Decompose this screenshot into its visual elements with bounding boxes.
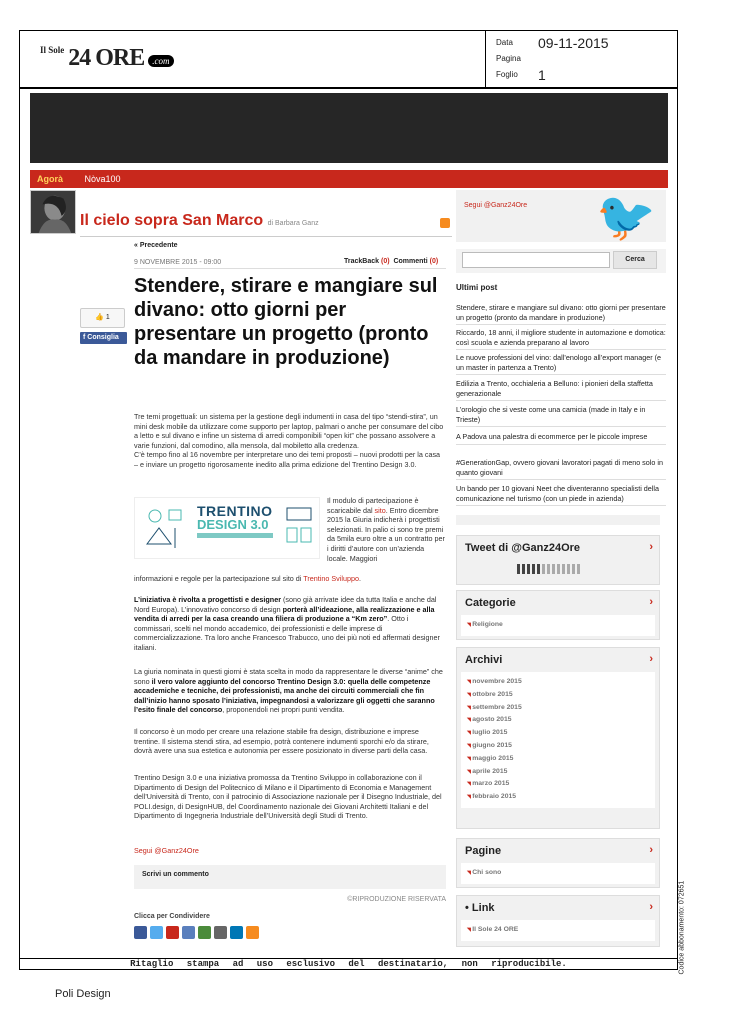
footer-source: Poli Design [55,988,111,1000]
paragraph-4-text-1: (sono già arrivate idee da tutta Italia e anche dal Nord Europa). L’innovativo concorso di design [134,595,437,614]
archive-item[interactable]: ◥ febbraio 2015 [467,791,649,804]
article-paragraph [327,496,445,563]
archive-item[interactable]: ◥ giugno 2015 [467,740,649,753]
archive-item[interactable]: ◥ novembre 2015 [467,676,649,689]
chevron-right-icon: › [649,653,653,665]
article-paragraph [134,412,446,470]
blog-title[interactable] [80,212,319,230]
trackback-count: (0) [380,258,390,265]
latest-post-item[interactable]: Riccardo, 18 anni, il migliore studente in automazione e domotica: così scuola e azienda preparano al lavoro [456,328,666,350]
paragraph-7: Trentino Design 3.0 e una iniziativa promossa da Trentino Sviluppo in collaborazione con il Dipartimento di Design del Politecnico di Milano e il Dipartimento di Economia e Management dell’Università di Trento, con il patrocinio di Associazione nazionale per il Disegno Industriale, del POLI.design, di DesignHUB, del Coordinamento nazionale dei Giovani Architetti Italiani e del Dipartimento di Ingegneria Industriale dell’Università degli Studi di Trento. [134,773,442,821]
search-button[interactable]: Cerca [613,251,657,269]
chevron-right-icon: › [649,596,653,608]
share-bar [134,926,259,939]
search-box [456,249,666,273]
categories-widget-title[interactable] [457,591,659,615]
archive-item[interactable]: ◥ marzo 2015 [467,778,649,791]
paragraph-3b: . Entro dicembre 2015 la Giuria indicherà i progettisti selezionati. In palio ci sono tre premi da 5mila euro oltre a un contratto per i diritti d’autore con un’azienda locale. Maggiori [327,505,445,563]
paragraph-3a: Il modulo di partecipazione è scaricabile dal [327,496,419,515]
meta-label-foglio: Foglio [496,70,518,79]
article-paragraph [134,667,446,715]
meta-value-foglio: 1 [538,67,546,83]
latest-post-item[interactable]: Edilizia a Trento, occhialeria a Belluno: i pionieri della staffetta generazionale [456,379,666,401]
tweets-widget [456,535,660,585]
image-bar [197,533,273,538]
trentino-design-image [134,497,320,559]
pages-widget-title[interactable] [457,839,659,863]
tweets-widget-title[interactable] [457,536,659,560]
logo-com: .com [148,55,173,67]
paragraph-4-bold-1: L’iniziativa è rivolta a progettisti e designer [134,595,281,604]
category-item[interactable]: ◥ Religione [467,619,649,632]
divider [134,268,446,269]
follow-link[interactable]: Segui @Ganz24Ore [134,846,199,855]
rss-share-icon[interactable] [246,926,259,939]
loading-indicator [457,560,659,574]
article-paragraph [134,773,446,821]
latest-post-item[interactable]: A Padova una palestra di ecommerce per le piccole imprese [456,432,666,445]
digg-icon[interactable] [198,926,211,939]
latest-post-item[interactable]: Le nuove professioni del vino: dall’enologo all’export manager (e un master in partenza a Trento) [456,353,666,375]
write-comment-button[interactable]: Scrivi un commento [134,865,446,889]
paragraph-4-bold-2: porterà all’ideazione, alla realizzazione e alla vendita di arredi per la casa creando una filiera di produzione a “Km zero” [134,604,435,624]
chevron-right-icon: › [649,901,653,913]
main-nav [30,170,668,188]
image-title-1: TRENTINO [197,503,273,519]
links-widget [456,895,660,947]
archive-item[interactable]: ◥ ottobre 2015 [467,689,649,702]
paragraph-3c: informazioni e regole per la partecipazione sul sito di [134,574,302,583]
subscription-code-text: Codice abbonamento: 072651 [678,880,686,975]
sole24ore-logo[interactable] [40,45,174,72]
nav-item-nova100[interactable]: Nòva100 [84,174,121,184]
author-avatar [30,190,76,234]
site-header-banner [30,93,668,163]
like-counter[interactable]: 👍 1 [80,308,125,328]
article-paragraph: informazioni e regole per la partecipazione sul sito di Trentino Sviluppo. [134,574,361,583]
blog-author: di Barbara Ganz [267,220,319,227]
archives-widget-title[interactable] [457,648,659,672]
pages-list [461,863,655,884]
article-date: 9 NOVEMBRE 2015 - 09:00 [134,259,222,266]
nav-item-agora[interactable]: Agorà [37,174,64,184]
latest-posts-title: Ultimi post [456,283,498,292]
like-count: 1 [105,314,110,321]
archives-widget [456,647,660,829]
comments-count: (0) [429,258,439,265]
trackback-link[interactable]: TrackBack [344,258,380,265]
trentino-sviluppo-link[interactable]: Trentino Sviluppo [303,574,359,583]
clipping-header [19,30,678,88]
google-icon[interactable] [166,926,179,939]
links-list [461,920,655,941]
sito-link[interactable]: sito [374,505,386,515]
page-item[interactable]: ◥ Chi sono [467,867,649,880]
clipping-meta [485,31,678,88]
categories-list [461,615,655,636]
archive-item[interactable]: ◥ settembre 2015 [467,702,649,715]
delicious-icon[interactable] [182,926,195,939]
rss-icon[interactable] [440,218,450,228]
paragraph-5-text-1: La giuria nominata in questi giorni è stata scelta in modo da rappresentare le diverse “anime” che sono [134,667,443,686]
archive-item[interactable]: ◥ luglio 2015 [467,727,649,740]
categories-widget [456,590,660,640]
twitter-bird-icon: 🐦 [596,191,656,244]
sidebar-spacer [456,515,660,525]
search-input[interactable] [462,252,610,268]
divider [80,236,452,237]
paragraph-1: Tre temi progettuali: un sistema per la gestione degli indumenti in casa del tipo “stendi-stira”, un mini desk mobile da utilizzare come supporto per laptop, palmari o anche per consumare del cibo a letto e sul divano e infine un sistema di arredi componibili “open kit” che possano assolvere a varie funzioni, dal comodino, alla mensola, dal mobiletto alla credenza. [134,412,444,450]
blog-title-text: Il cielo sopra San Marco [80,212,264,229]
sidebar-follow-link[interactable]: Segui @Ganz24Ore [464,202,528,209]
comments-link[interactable]: Commenti [393,258,428,265]
design-icons-graphic [141,504,189,552]
chevron-right-icon: › [649,844,653,856]
archive-item[interactable]: ◥ agosto 2015 [467,714,649,727]
facebook-recommend-button[interactable]: f Consiglia [80,332,127,344]
latest-post-item[interactable]: #GenerationGap, ovvero giovani lavoratori pagati di meno solo in quanto giovani [456,458,666,480]
links-widget-title[interactable]: • Link › [465,901,653,914]
image-title-2: DESIGN 3.0 [197,517,269,532]
archive-item[interactable]: ◥ maggio 2015 [467,753,649,766]
meta-label-data: Data [496,38,513,47]
meta-label-pagina: Pagina [496,54,521,63]
linkedin-icon[interactable] [230,926,243,939]
print-icon[interactable] [214,926,227,939]
previous-link[interactable]: « Precedente [134,242,178,249]
fb-button-label: Consiglia [87,334,119,341]
logo-small: Il Sole [40,45,65,55]
archive-item[interactable]: ◥ aprile 2015 [467,766,649,779]
categories-title-text: Categorie [465,597,516,609]
facebook-icon[interactable] [134,926,147,939]
meta-value-data: 09-11-2015 [538,35,609,51]
share-label: Clicca per Condividere [134,913,210,920]
subscription-code [677,880,687,975]
article-paragraph [134,727,446,756]
article-headline: Stendere, stirare e mangiare sul divano: otto giorni per presentare un progetto (pronto da mandare in produzione) [134,275,438,369]
logo-big: 24 ORE [68,45,145,71]
twitter-icon[interactable] [150,926,163,939]
paragraph-5-bold: il vero valore aggiunto del concorso Trentino Design 3.0: quella delle competenze accademiche e tecniche, dei professionisti, ma anche dei circuiti commerciali che fin dall’inizio hanno sposato l’iniziativa, impegnandosi a valorizzare gli oggetti che saranno l’esito finale del concorso [134,676,435,715]
tweets-title-text: Tweet di @Ganz24Ore [465,542,581,554]
sidebar-twitter-box [456,190,666,242]
paragraph-6: Il concorso è un modo per creare una relazione stabile fra design, distribuzione e imprese trentine. Il sistema stendi stira, ad esempio, potrà contenere indumenti sporchi e/o da stirare, dovrà avere una sua estetica e autonomia per essere posizionato in diverse parti della casa. [134,727,429,756]
pages-title-text: Pagine [465,845,502,857]
pages-widget [456,838,660,888]
reproduction-notice: Ritaglio stampa ad uso esclusivo del destinatario, non riproducibile. [19,958,678,970]
latest-post-item[interactable]: Stendere, stirare e mangiare sul divano: otto giorni per presentare un progetto (pronto da mandare in produzione) [456,303,666,325]
links-title-text: Link [471,902,495,914]
paragraph-5-text-2: , proponendoli nei propri punti vendita. [222,705,345,715]
link-item[interactable]: ◥ Il Sole 24 ORE [467,924,649,937]
paragraph-4-text-2: . Otto i commissari, scelti nel mondo accademico, dei professionisti e delle imprese di commercializzazione. Tra loro anche Francesco Trabucco, uno dei più noti ed affermati designer italiani. [134,614,440,652]
latest-post-item[interactable]: L’orologio che si veste come una camicia (made in Italy e in Trieste) [456,405,666,427]
chevron-right-icon: › [649,541,653,553]
archives-title-text: Archivi [465,654,503,666]
paragraph-2: C’è tempo fino al 16 novembre per interpretare uno dei temi proposti – nuovi prodotti per la casa – e inviare un progetto rigorosamente inedito alla prima edizione del Trentino Design 3.0. [134,450,441,469]
article-paragraph [134,595,446,653]
furniture-icons-graphic [281,504,317,552]
archives-list [461,672,655,808]
latest-post-item[interactable]: Un bando per 10 giovani Neet che diventeranno specialisti della comunicazione nel turismo (con un piede in azienda) [456,484,666,506]
trackback-comments [344,258,438,265]
copyright-notice: ©RIPRODUZIONE RISERVATA [347,896,446,903]
